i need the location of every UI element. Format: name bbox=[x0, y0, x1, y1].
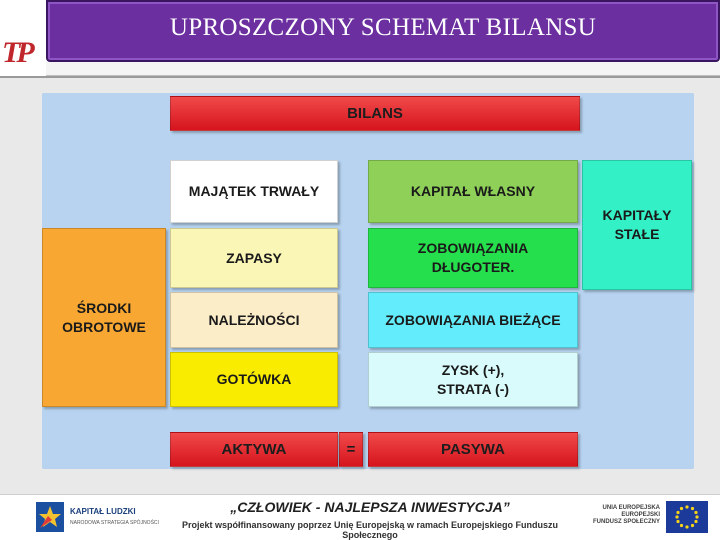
slide-title: UPROSZCZONY SCHEMAT BILANSU bbox=[169, 14, 597, 41]
eu-line-3: FUNDUSZ SPOŁECZNY bbox=[592, 519, 660, 525]
long-term-liabilities-box bbox=[368, 228, 578, 288]
equals-sign: = bbox=[339, 432, 363, 467]
fixed-capital-box bbox=[582, 160, 692, 290]
eu-line-2: EUROPEJSKI bbox=[621, 512, 660, 518]
bilans-header: BILANS bbox=[170, 96, 580, 131]
equity-box: KAPITAŁ WŁASNY bbox=[368, 160, 578, 223]
current-assets-box bbox=[42, 228, 166, 407]
fixed-capital-line-2: STAŁE bbox=[614, 226, 660, 242]
current-liabilities-box: ZOBOWIĄZANIA BIEŻĄCE bbox=[368, 292, 578, 348]
profit-line-1: ZYSK (+), bbox=[441, 361, 505, 378]
receivables-box: NALEŻNOŚCI bbox=[170, 292, 338, 348]
eu-text bbox=[588, 505, 660, 526]
profit-line-2: STRATA (-) bbox=[436, 380, 510, 397]
program-subtitle: NARODOWA STRATEGIA SPÓJNOŚCI bbox=[70, 520, 159, 526]
current-assets-line-1: ŚRODKI bbox=[76, 299, 132, 316]
long-term-line-1: ZOBOWIĄZANIA bbox=[417, 240, 529, 256]
eu-line-1: UNIA EUROPEJSKA bbox=[602, 505, 660, 511]
current-assets-line-2: OBROTOWE bbox=[62, 318, 146, 335]
liabilities-bar: PASYWA bbox=[368, 432, 578, 467]
profit-loss-box bbox=[368, 352, 578, 407]
long-term-line-2: DŁUGOTER. bbox=[431, 259, 515, 275]
eu-flag-icon bbox=[666, 501, 708, 533]
tp-logo: TP bbox=[2, 36, 31, 69]
inventory-box: ZAPASY bbox=[170, 228, 338, 288]
cash-box: GOTÓWKA bbox=[170, 352, 338, 407]
slogan: „CZŁOWIEK - NAJLEPSZA INWESTYCJA” bbox=[230, 499, 510, 515]
title-underline bbox=[46, 62, 720, 76]
assets-bar: AKTYWA bbox=[170, 432, 338, 467]
program-title: KAPITAŁ LUDZKI bbox=[70, 507, 136, 516]
fixed-assets-box: MAJĄTEK TRWAŁY bbox=[170, 160, 338, 223]
project-note: Projekt współfinansowany poprzez Unię Europejską w ramach Europejskiego Funduszu Społecznego bbox=[181, 520, 559, 540]
fixed-capital-line-1: KAPITAŁY bbox=[602, 207, 672, 223]
human-capital-logo-icon bbox=[34, 500, 66, 534]
